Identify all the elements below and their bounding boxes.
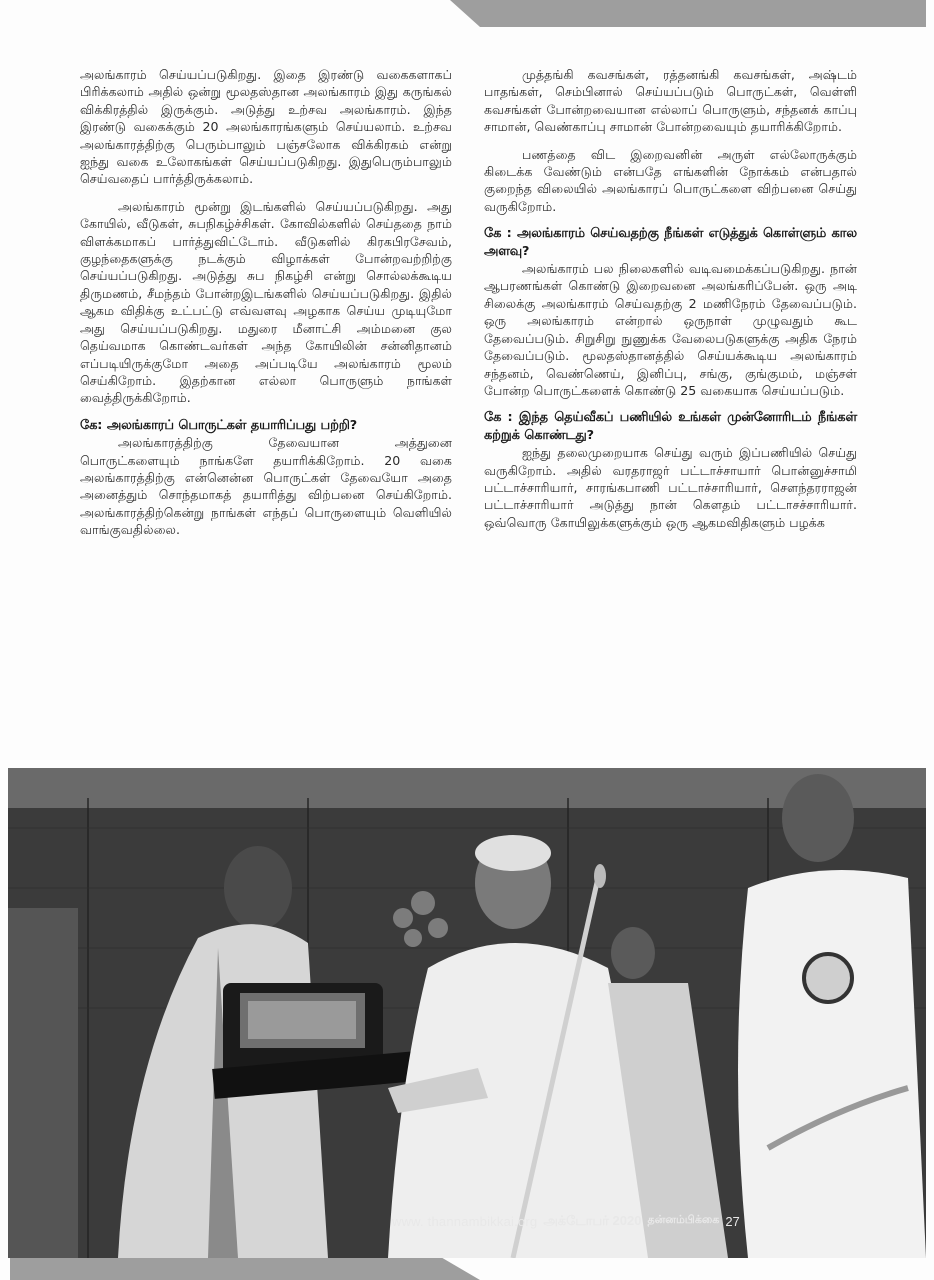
left-column: [80, 66, 452, 549]
left-paragraph-2: அலங்காரம் மூன்று இடங்களில் செய்யப்படுகிறது. அது கோயில், வீடுகள், சுபநிகழ்ச்சிகள். கோவில்களில் செய்ததை நாம் விளக்கமாகப் பார்த்துவிட்டோம். வீடுகளில் கிரகபிரசேவம், குழந்தைகளுக்கு நடக்கும் விழாக்கள் போன்றவற்றிற்கு செய்யப்படுகிறது. அடுத்து சுப நிகழ்சி என்று சொல்லக்கூடிய திருமணம், சீமந்தம் போன்றஇடங்களில் செய்யப்படுகிறது. இதில் ஆகம விதிக்கு உட்பட்டு எவ்வளவு அழகாக செய்ய முடியுமோ அது செய்யப்படுகிறது. மதுரை மீனாட்சி அம்மனை குல தெய்வமாக கொண்டவர்கள் அந்த கோயிலின் சன்னிதானம் எப்படியிருக்குமோ அதை அப்படியே அலங்காரம் மூலம் செய்கிறோம். இதற்கான எல்லா பொருளும் நாங்கள் வைத்திருக்கிறோம்.: [80, 198, 452, 406]
right-paragraph-2: பணத்தை விட இறைவனின் அருள் எல்லோருக்கும் கிடைக்க வேண்டும் என்பதே எங்களின் நோக்கம் என்பதால் குறைந்த விலையில் அலங்காரப் பொருட்களை விற்பனை செய்து வருகிறோம்.: [484, 146, 857, 214]
left-paragraph-1: அலங்காரம் செய்யப்படுகிறது. இதை இரண்டு வகைகளாகப் பிரிக்கலாம் அதில் ஒன்று மூலதஸ்தான அலங்காரம் இது கருங்கல் விக்கிரத்தில் இருக்கும். அடுத்து உற்சவ அலங்காரம். இந்த இரண்டு வகைக்கும் 20 அலங்காரங்களும் செய்யலாம். உற்சவ அலங்காரத்திற்கு பெரும்பாலும் பஞ்சலோக விக்கிரகம் என்று ஐந்து வகை உலோகங்கள் செய்யப்படுகிறது. இதுபெரும்பாலும் செய்வதைப் பார்த்திருக்கலாம்.: [80, 67, 452, 187]
bottom-accent-bar: [10, 1258, 480, 1280]
right-column: [484, 66, 857, 541]
left-paragraph-3: அலங்காரத்திற்கு தேவையான அத்துனை பொருட்களையும் நாங்களே தயாரிக்கிறோம். 20 வகை அலங்காரத்திற்கு என்னென்ன பொருட்கள் தேவையோ அதை அனைத்தும் சொந்தமாகத் தயாரித்து விற்பனை செய்கிறோம். அலங்காரத்திற்கென்று நாங்கள் எந்தப் பொருளையும் வெளியில் வாங்குவதில்லை.: [80, 435, 452, 538]
page-footer: [392, 1212, 862, 1230]
right-paragraph-1: முத்தங்கி கவசங்கள், ரத்தனங்கி கவசங்கள், அஷ்டம் பாதங்கள், செம்பினால் செய்யப்படும் பொருட்கள், வெள்ளி கவசங்கள் போன்றவையான எல்லாப் பொருளும், சந்தனக் காப்பு சாமான், வெண்காப்பு சாமான் போன்றவையும் தயாரிக்கிறோம்.: [484, 67, 857, 135]
footer-brand: தன்னம்பிக்கை: [647, 1214, 720, 1226]
footer-website: www. thannambikkai.org: [392, 1213, 538, 1229]
right-question-1: கே : அலங்காரம் செய்வதற்கு நீங்கள் எடுத்துக் கொள்ளும் கால அளவு?: [484, 226, 857, 259]
right-paragraph-3: அலங்காரம் பல நிலைகளில் வடிவமைக்கப்படுகிறது. நான் ஆபரணங்கள் கொண்டு இறைவனை அலங்கரிப்பேன். ஒரு அடி சிலைக்கு அலங்காரம் செய்வதற்கு 2 மணிநேரம் தேவைப்படும். ஒரு அலங்காரம் என்றால் ஒருநாள் முழுவதும் கூட தேவைப்படும். சிறுசிறு நுணுக்க வேலைபடுகளுக்கு அதிக நேரம் தேவைப்படும். மூலதஸ்தானத்தில் செய்யக்கூடிய அலங்காரம் சந்தனம், வெண்ணெய், இனிப்பு, சங்கு, குங்குமம், மஞ்சள் போன்ற பொருட்களைக் கொண்டு 25 வகையாக செய்யப்படும்.: [484, 261, 857, 398]
top-accent-bar: [450, 0, 926, 27]
page-number: 27: [725, 1213, 740, 1229]
photo-illustration: [8, 768, 926, 1258]
right-paragraph-4: ஐந்து தலைமுறையாக செய்து வரும் இப்பணியில் செய்து வருகிறோம். அதில் வரதராஜர் பட்டாச்சாயார் பொன்னுச்சாமி பட்டாச்சாரியார், சாரங்கபாணி பட்டாச்சாரியார், சௌந்தரராஜன் பட்டாச்சாரியார் அடுத்து நான் கௌதம் பட்டாசச்சாரியார். ஒவ்வொரு கோயிலுக்களுக்கும் ஒரு ஆகமவிதிகளும் பழக்க: [484, 445, 857, 530]
award-ceremony-photo: [8, 768, 926, 1258]
footer-month: அக்டோபர் 2020: [543, 1212, 642, 1228]
right-question-2: கே : இந்த தெய்வீகப் பணியில் உங்கள் முன்னோரிடம் நீங்கள் கற்றுக் கொண்டது?: [484, 410, 857, 443]
left-question-1: கே: அலங்காரப் பொருட்கள் தயாரிப்பது பற்றி?: [80, 417, 358, 433]
